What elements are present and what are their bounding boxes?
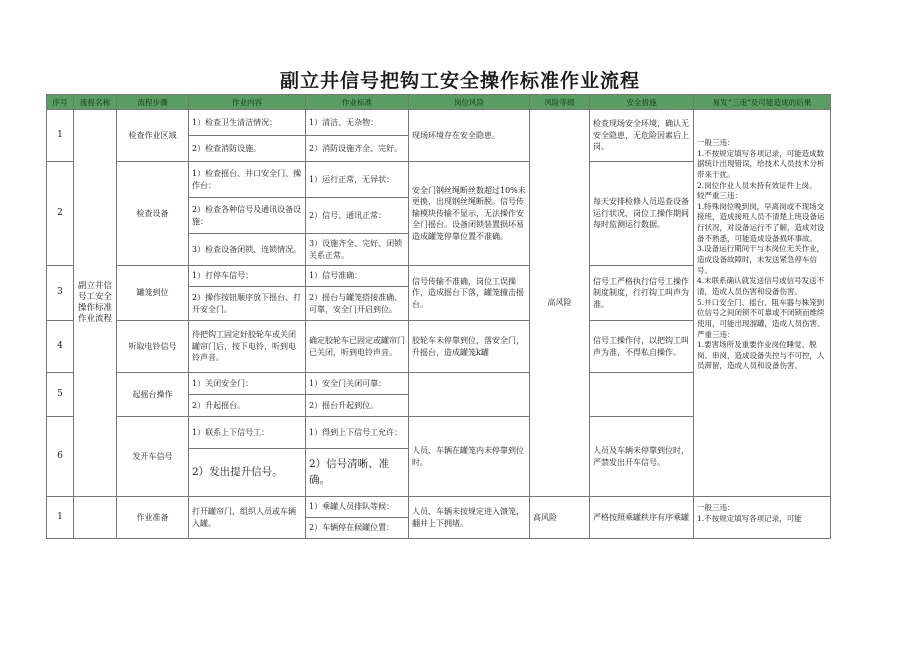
header-cell: 岗位风险 xyxy=(409,95,530,110)
standard-cell: 2）车辆停在候罐位置： xyxy=(306,518,409,539)
risk-cell xyxy=(409,373,530,417)
content-cell: 3）检查设备闭锁、连锁情况。 xyxy=(189,234,306,266)
step-cell: 听取电铃信号 xyxy=(117,321,189,373)
consequence-cell: 一般三违： 1.不按规定填写各项记录，可能造成数据统计出现错误，给技术人员技术分析带来干扰。 2.岗位作业人员未持有效证件上岗。 较严重三违： 1.特殊岗位晚到岗，早离岗或不现场交接班，造成接班人员不清楚上班设备运行状况，对设备运行不了解，造成对设备不熟悉，可能造成设备损坏事故。 3.设备运行期间干与本岗位无关作业，造成设备故障时，未发送紧急停车信号。 4.未联系确认就发送信号或信号发送不清，造成人员伤害和设备伤害。 5.井口安全门、摇台、阻车器与株笼到位信号之间闭锁不可靠或不闭锁而维续使用，可能出现溜罐，造成人员伤害。 严重三违： 1.要害场所及重要作业岗位睡觉、脱岗、串岗，造成设备失控与不可控，人员滞留，造成人员和设备伤害。 xyxy=(694,110,831,497)
standard-cell: 2）信号、通讯正常： xyxy=(306,198,409,234)
content-cell: 2）检查消防设施。 xyxy=(189,136,306,162)
risk-cell: 信号传输不准确，岗位工误操作，造成摇台下落，罐笼撞击摇台。 xyxy=(409,266,530,321)
measure-cell: 信号工严格执行信号工操作制度制度，行打钩工叫声为准。 xyxy=(590,266,694,321)
standard-cell: 1）得到上下信号工允许： xyxy=(306,417,409,449)
measure-cell: 检查现场安全环境，确认无安全隐患，无危险因素后上岗。 xyxy=(590,110,694,162)
content-cell: 打开罐帘门，组织人员或车辆入罐。 xyxy=(189,497,306,539)
header-cell: 安全措施 xyxy=(590,95,694,110)
standard-cell: 1）乘罐人员排队等候： xyxy=(306,497,409,518)
standard-cell: 1）清洁、无杂物： xyxy=(306,110,409,136)
header-cell: 序号 xyxy=(47,95,74,110)
header-cell: 易发“三违”及可能造成的后果 xyxy=(694,95,831,110)
content-cell: 待把钩工固定好胶轮车或关闭罐帘门后，按下电铃，听到电铃声音。 xyxy=(189,321,306,373)
content-cell: 1）检查摇台、井口安全门、操作台： xyxy=(189,162,306,198)
content-cell: 2）检查各种信号及通讯设备设施： xyxy=(189,198,306,234)
risk-cell: 人员、车辆未按规定进入馈笼，翻井上下拥堵。 xyxy=(409,497,530,539)
standard-cell: 2）摇台与罐笼搭接准确、可靠，安全门开启到位。 xyxy=(306,287,409,321)
header-cell: 风险等级 xyxy=(530,95,590,110)
seq-cell: 3 xyxy=(47,266,74,321)
step-cell: 起摇台操作 xyxy=(117,373,189,417)
seq-cell: 2 xyxy=(47,162,74,266)
flow-name-cell: 副立井信号工安全操作标准作业流程 xyxy=(74,110,117,497)
measure-cell xyxy=(590,373,694,417)
content-cell: 1）打停车信号： xyxy=(189,266,306,287)
content-cell: 2）发出提升信号。 xyxy=(189,449,306,497)
risk-level-cell: 高风险 xyxy=(530,497,590,539)
content-cell: 2）升起摇台。 xyxy=(189,395,306,417)
seq-cell: 5 xyxy=(47,373,74,417)
risk-level-cell: 高风险 xyxy=(530,110,590,497)
consequence-cell: 一般三违： 1.不按规定填写各项记录，可能 xyxy=(694,497,831,539)
procedure-table xyxy=(46,94,831,539)
risk-cell: 现场环境存在安全隐患。 xyxy=(409,110,530,162)
risk-cell: 安全门钢丝绳断丝数超过10%未更换，出现钢丝绳断脱。信号传输模块传输不显示，无法操作安全门摇台。设备闭锁装置损坏易造成罐笼停靠位置不准确。 xyxy=(409,162,530,266)
page-title: 副立井信号把钩工安全操作标准作业流程 xyxy=(279,70,640,92)
header-cell: 流程名称 xyxy=(74,95,117,110)
header-row xyxy=(47,95,831,110)
content-cell: 1）联系上下信号工： xyxy=(189,417,306,449)
standard-cell: 2）消防设施齐全、完好。 xyxy=(306,136,409,162)
measure-cell: 严格按照乘罐秩序有序乘罐 xyxy=(590,497,694,539)
step-cell: 检查设备 xyxy=(117,162,189,266)
standard-cell: 3）设施齐全、完好、闭锁关系正常。 xyxy=(306,234,409,266)
table-row xyxy=(47,497,831,518)
standard-cell: 确定胶轮车已固定或罐帘门已关闭，听到电铃声音。 xyxy=(306,321,409,373)
content-cell: 1）关闭安全门： xyxy=(189,373,306,395)
standard-cell: 1）安全门关闭可靠： xyxy=(306,373,409,395)
step-cell: 罐笼到位 xyxy=(117,266,189,321)
step-cell: 发开车信号 xyxy=(117,417,189,497)
seq-cell: 6 xyxy=(47,417,74,497)
step-cell: 检查作业区域 xyxy=(117,110,189,162)
flow-name-cell-2 xyxy=(74,497,117,539)
risk-cell: 人员、车辆在罐笼内未停靠到位时。 xyxy=(409,417,530,497)
measure-cell: 人员及车辆未停靠到位时，严禁发出开车信号。 xyxy=(590,417,694,497)
measure-cell: 信号工操作付，以把钩工叫声为准，不得私自操作。 xyxy=(590,321,694,373)
seq-cell: 4 xyxy=(47,321,74,373)
seq-cell: 1 xyxy=(47,110,74,162)
header-cell: 作业内容 xyxy=(189,95,306,110)
standard-cell: 2）摇台升起到位。 xyxy=(306,395,409,417)
standard-cell: 2）信号清晰、准确。 xyxy=(306,449,409,497)
standard-cell: 1）运行正常，无异状： xyxy=(306,162,409,198)
risk-cell: 胶轮车未停靠到位，落安全门，升摇台，造成罐笼k罐 xyxy=(409,321,530,373)
content-cell: 2）操作按钮顺序放下摇台、打开安全门。 xyxy=(189,287,306,321)
content-cell: 1）检查卫生清洁情况： xyxy=(189,110,306,136)
step-cell: 作业准备 xyxy=(117,497,189,539)
table-row xyxy=(47,110,831,136)
header-cell: 作业标准 xyxy=(306,95,409,110)
measure-cell: 每天安排检修人员巡查设备运行状况，岗位工操作期间每时监测运行数据。 xyxy=(590,162,694,266)
standard-cell: 1）信号准确： xyxy=(306,266,409,287)
seq-cell: 1 xyxy=(47,497,74,539)
header-cell: 流程步骤 xyxy=(117,95,189,110)
